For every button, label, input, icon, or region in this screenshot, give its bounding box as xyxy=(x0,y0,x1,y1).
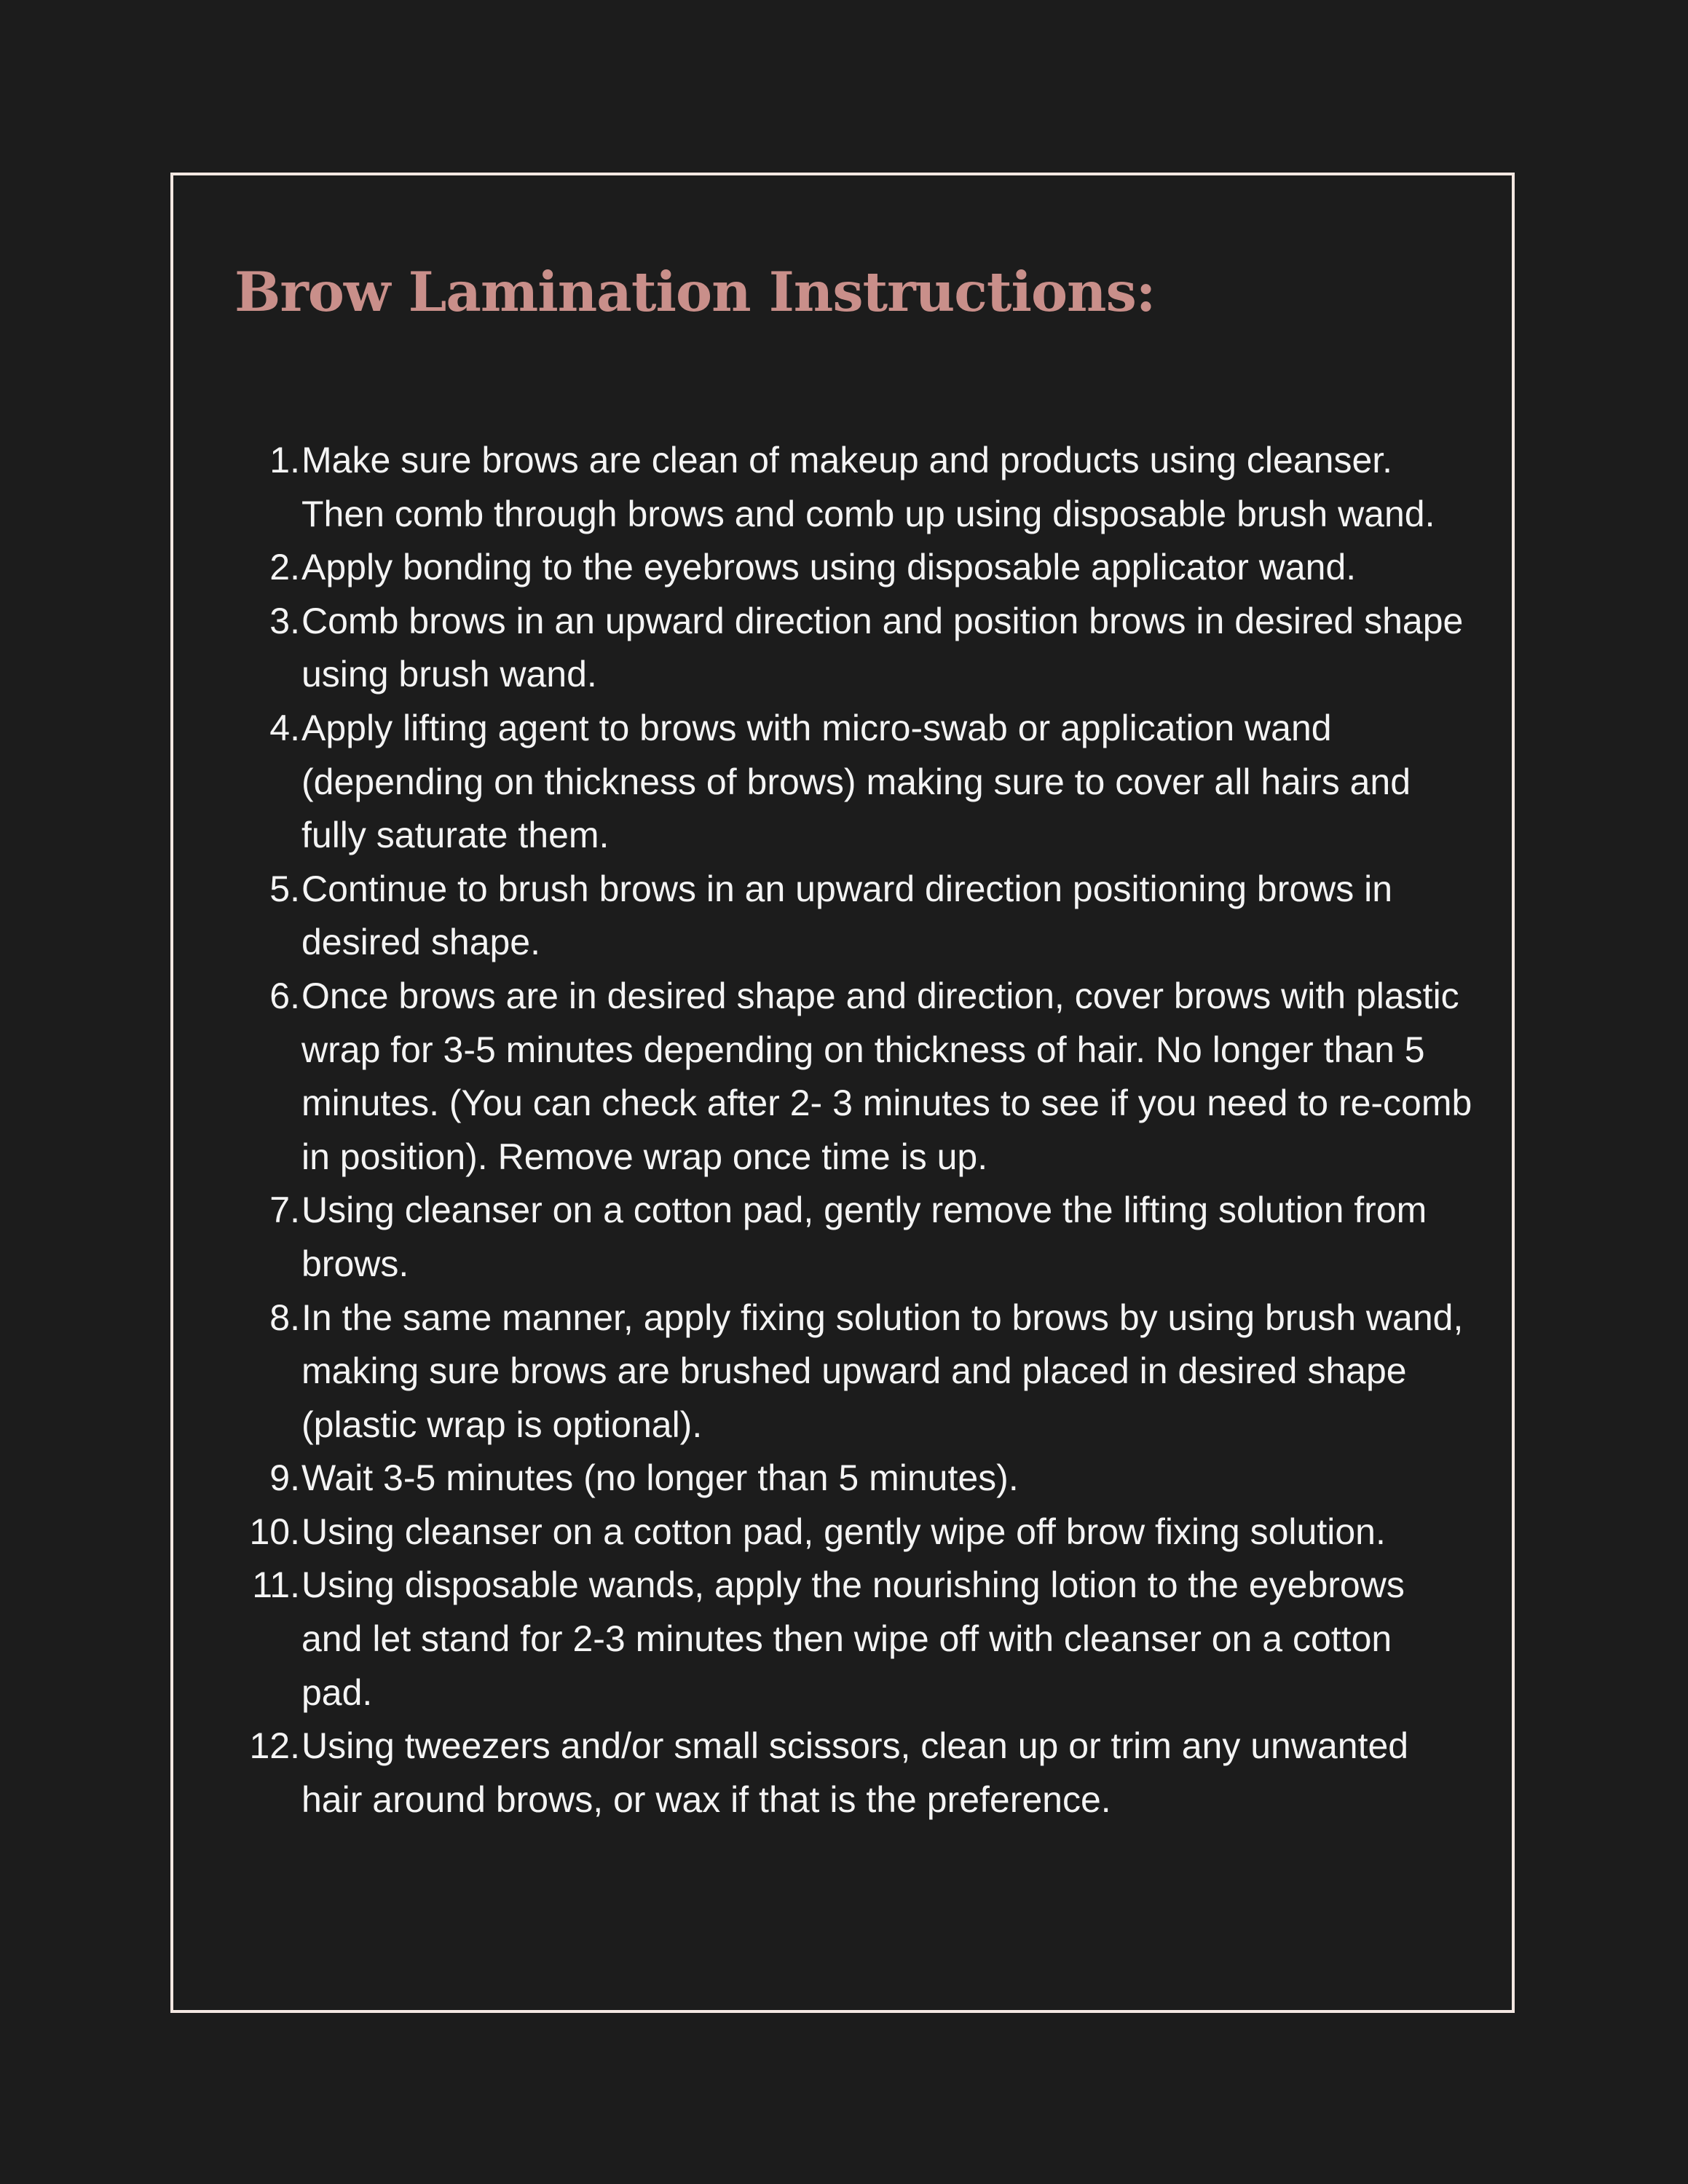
list-item xyxy=(234,434,1472,541)
list-item xyxy=(234,1720,1472,1827)
step-number: 4. xyxy=(269,707,300,748)
step-text: Using tweezers and/or small scissors, clean up or trim any unwanted hair around brows, or wax if that is the preference. xyxy=(301,1725,1409,1820)
step-text: Comb brows in an upward direction and position brows in desired shape using brush wand. xyxy=(301,600,1464,695)
step-text: Using cleanser on a cotton pad, gently remove the lifting solution from brows. xyxy=(301,1190,1427,1284)
list-item xyxy=(234,863,1472,970)
step-number: 11. xyxy=(252,1564,300,1606)
step-text: Continue to brush brows in an upward direction positioning brows in desired shape. xyxy=(301,868,1393,963)
instruction-list xyxy=(234,434,1472,1827)
step-text: Apply lifting agent to brows with micro-swab or application wand (depending on thickness of brows) making sure to cover all hairs and fully saturate them. xyxy=(301,707,1411,856)
list-item xyxy=(234,970,1472,1184)
step-text: Wait 3-5 minutes (no longer than 5 minutes). xyxy=(301,1457,1019,1499)
step-number: 6. xyxy=(269,975,300,1016)
step-text: Using cleanser on a cotton pad, gently wipe off brow fixing solution. xyxy=(301,1511,1386,1552)
step-text: In the same manner, apply fixing solution to brows by using brush wand, making sure brows are brushed upward and placed in desired shape (plastic wrap is optional). xyxy=(301,1297,1464,1445)
step-number: 2. xyxy=(269,547,300,588)
list-item xyxy=(234,1559,1472,1720)
list-item xyxy=(234,702,1472,863)
step-number: 10. xyxy=(249,1511,300,1552)
step-text: Apply bonding to the eyebrows using disposable applicator wand. xyxy=(301,547,1357,588)
step-number: 9. xyxy=(269,1457,300,1499)
step-text: Make sure brows are clean of makeup and products using cleanser. Then comb through brows and comb up using disposable brush wand. xyxy=(301,440,1435,534)
list-item xyxy=(234,541,1472,595)
list-item xyxy=(234,595,1472,702)
step-number: 3. xyxy=(269,600,300,641)
list-item xyxy=(234,1184,1472,1291)
page-title: Brow Lamination Instructions: xyxy=(234,260,1156,324)
step-number: 8. xyxy=(269,1297,300,1338)
step-number: 5. xyxy=(269,868,300,909)
step-text: Once brows are in desired shape and direction, cover brows with plastic wrap for 3-5 minutes depending on thickness of hair. No longer than 5 minutes. (You can check after 2- 3 minutes to see if you need to re-comb in position). Remove wrap once time is up. xyxy=(301,975,1472,1177)
list-item xyxy=(234,1291,1472,1452)
step-number: 1. xyxy=(269,440,300,480)
list-item xyxy=(234,1506,1472,1559)
step-text: Using disposable wands, apply the nourishing lotion to the eyebrows and let stand for 2-3 minutes then wipe off with cleanser on a cotton pad. xyxy=(301,1564,1405,1713)
step-number: 12. xyxy=(249,1725,300,1767)
list-item xyxy=(234,1452,1472,1506)
step-number: 7. xyxy=(269,1190,300,1231)
